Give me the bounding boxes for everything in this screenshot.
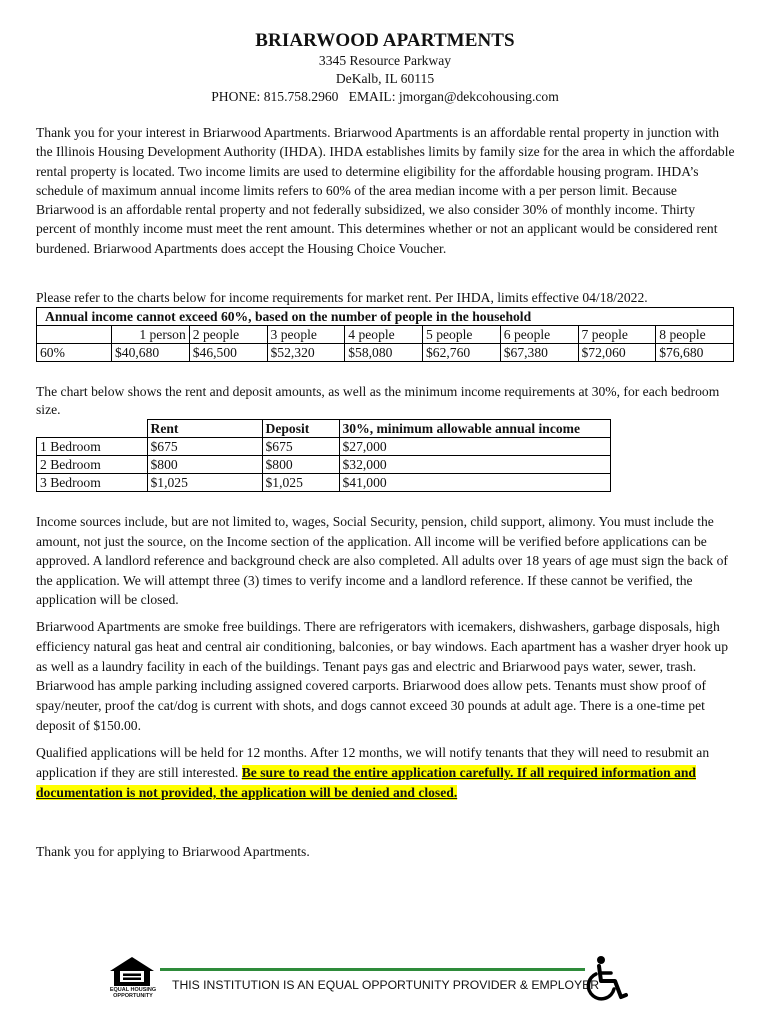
page-title: BRIARWOOD APARTMENTS [255,30,515,51]
contact-line: PHONE: 815.758.2960 EMAIL: jmorgan@dekcohousing.com [211,89,559,104]
table-caption: Annual income cannot exceed 60%, based on the number of people in the household [37,308,734,326]
table-cell: $67,380 [500,344,578,362]
table-cell: $52,320 [267,344,345,362]
table-row [37,474,611,492]
table-cell: $32,000 [339,456,610,474]
table-row [37,438,611,456]
table-header-cell: Deposit [262,420,339,438]
table-cell: $675 [262,438,339,456]
table-cell: $1,025 [262,474,339,492]
table-cell: 2 Bedroom [37,456,148,474]
table-header-cell: 1 person [112,326,190,344]
closing-line: Thank you for applying to Briarwood Apartments. [36,844,310,859]
table-header-cell: 4 people [345,326,423,344]
table-cell: 60% [37,344,112,362]
table-cell: $62,760 [423,344,501,362]
table-header-cell: 7 people [578,326,656,344]
chart-intro: Please refer to the charts below for income requirements for market rent. Per IHDA, limits effective 04/18/2022. [36,290,648,305]
rent-deposit-table [36,419,611,492]
table-cell: $46,500 [189,344,267,362]
table-row [37,344,734,362]
footer-divider [160,968,585,971]
amenities-paragraph: Briarwood Apartments are smoke free buildings. There are refrigerators with icemakers, dishwashers, garbage disposals, high efficiency natural gas heat and central air conditioning, balconies, or bay windows. Each apartment has a washer dryer hook up as well as a laundry facility in each of the buildings. Tenant pays gas and electric and Briarwood pays water, sewer, trash. Briarwood has ample parking including assigned covered carports. Briarwood does allow pets. Tenants must show proof of spay/neuter, proof the cat/dog is current with shots, and dogs cannot exceed 30 pounds at adult age. There is a one-time pet deposit of $150.00. [36,619,729,733]
table-header-cell: Rent [147,420,262,438]
qualified-text: Qualified applications will be held for 12 months. After 12 months, we will notify tenants that they will need to resubmit an application if they are still interested. [36,745,710,780]
table-cell: $40,680 [112,344,190,362]
table-cell: $76,680 [656,344,734,362]
income-sources-paragraph: Income sources include, but are not limited to, wages, Social Security, pension, child support, alimony. You must include the amount, not just the source, on the Income section of the application. All income will be verified before applications can be approved. A landlord reference and background check are also completed. All adults over 18 years of age must sign the back of the application. We will attempt three (3) times to verify income and a landlord reference. If these cannot be verified, the application will be closed. [36,514,728,607]
table-row [37,456,611,474]
city-state-zip: DeKalb, IL 60115 [335,71,435,86]
income-limits-table [36,307,734,362]
table-cell: $41,000 [339,474,610,492]
street-address: 3345 Resource Parkway [318,53,452,68]
table-cell: $1,025 [147,474,262,492]
table-header-cell: 8 people [656,326,734,344]
table-header-row [37,420,611,438]
table-header-row [37,326,734,344]
rent-chart-intro: The chart below shows the rent and deposit amounts, as well as the minimum income requirements at 30%, for each bedroom size. [36,384,720,417]
equal-housing-label-line2: OPPORTUNITY [113,993,153,999]
table-cell: $58,080 [345,344,423,362]
equal-housing-label-line1: EQUAL HOUSING [109,987,157,993]
table-header-cell: 30%, minimum allowable annual income [339,420,610,438]
table-header-cell: 2 people [189,326,267,344]
table-header-cell: 5 people [423,326,501,344]
table-cell: 1 Bedroom [37,438,148,456]
table-cell: $675 [147,438,262,456]
equal-housing-label [108,987,158,999]
qualified-paragraph [36,743,736,803]
table-header-cell [37,420,148,438]
wheelchair-accessible-icon [585,955,629,1005]
table-cell: $800 [262,456,339,474]
intro-paragraph: Thank you for your interest in Briarwood Apartments. Briarwood Apartments is an affordable rental property in junction with the Illinois Housing Development Authority (IHDA). IHDA establishes limits by family size for the area in which the affordable rental property is located. Two income limits are used to determine eligibility for the affordable housing program. IHDA’s schedule of maximum annual income limits refers to 60% of the area median income with a per person limit. Because Briarwood is an affordable rental property and not federally subsidized, we also consider 30% of monthly income. Thirty percent of monthly income must meet the rent amount. This determines whether or not an applicant would be considered rent burdened. Briarwood Apartments does accept the Housing Choice Voucher. [36,125,735,256]
table-cell: 3 Bedroom [37,474,148,492]
letterhead [0,30,770,106]
table-header-cell: 3 people [267,326,345,344]
table-cell: $27,000 [339,438,610,456]
table-cell: $800 [147,456,262,474]
table-header-cell: 6 people [500,326,578,344]
footer-statement: THIS INSTITUTION IS AN EQUAL OPPORTUNITY PROVIDER & EMPLOYER [172,978,600,992]
table-caption-row [37,308,734,326]
table-cell: $72,060 [578,344,656,362]
warning-highlight: Be sure to read the entire application carefully. If all required information and documentation is not provided, the application will be denied and closed. [36,765,696,800]
table-header-cell [37,326,112,344]
